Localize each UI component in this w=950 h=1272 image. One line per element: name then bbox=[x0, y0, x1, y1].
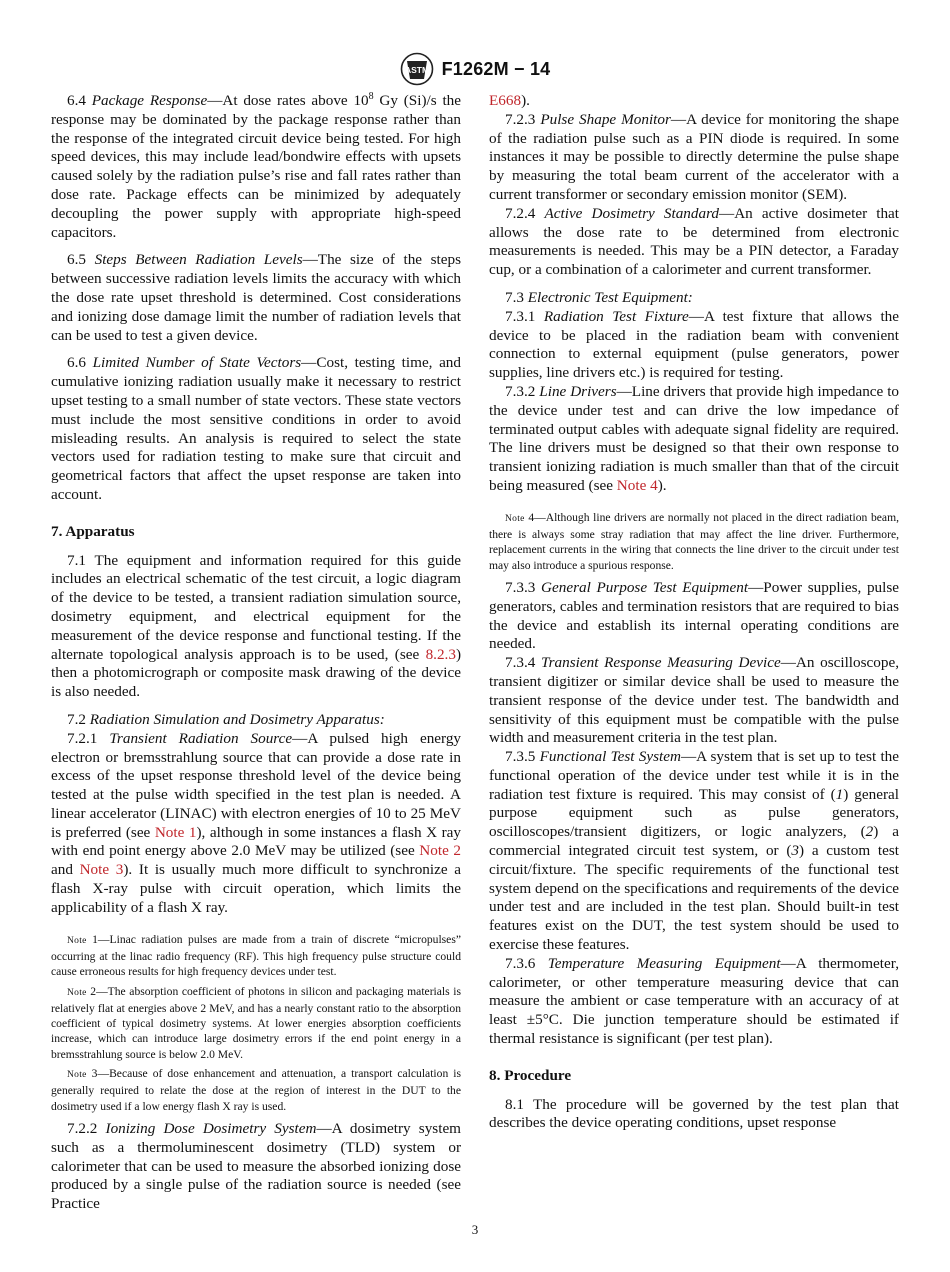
note-1-link[interactable]: Note 1 bbox=[154, 823, 197, 841]
section-7-2: 7.2 Radiation Simulation and Dosimetry Apparatus: bbox=[67, 710, 385, 728]
astm-logo-icon bbox=[400, 52, 434, 86]
section-7-3-3: 7.3.3 General Purpose Test Equipment—Power supplies, pulse generators, cables and termination resistors that are required to bias the device and establish its internal operating conditions are needed. bbox=[489, 578, 899, 653]
section-title: Pulse Shape Monitor bbox=[540, 110, 671, 128]
section-6-4: 6.4 Package Response—At dose rates above $10^8$ Gy (Si)/s the response may be dominated by the package response rather than the response of the integrated circuit device being tested. For high speed devices, this may include lead/bondwire effects with upsets caused solely by the radiation pulse’s rise and fall rates rather than dose rate. Package effects can be minimized by adequately decoupling the power supply with appropriate high-speed capacitors. bbox=[51, 91, 461, 241]
note-4-link[interactable]: Note 4 bbox=[616, 476, 658, 494]
section-title: Steps Between Radiation Levels bbox=[94, 251, 303, 269]
page-header bbox=[0, 52, 950, 86]
section-title: Package Response bbox=[91, 92, 208, 109]
section-7-3-1: 7.3.1 Radiation Test Fixture—A test fixture that allows the device to be placed in the radiation beam with convenient connection to external equipment (pulse generators, power supplies, line drivers etc.) is required for testing. bbox=[489, 307, 900, 382]
section-title: Radiation Test Fixture bbox=[543, 307, 689, 325]
section-title: Transient Radiation Source bbox=[109, 729, 293, 747]
left-column bbox=[51, 92, 461, 1214]
section-title: Functional Test System bbox=[539, 748, 681, 766]
section-title: Ionizing Dose Dosimetry System bbox=[105, 1119, 317, 1137]
section-7-2-2-continued: E668). bbox=[489, 92, 530, 109]
section-7-3-5: 7.3.5 Functional Test System—A system that is set up to test the functional operation of the device under test while it is in the radiation test fixture is required. This may consist of (1) general purpose equipment such as pulse generators, oscilloscopes/transient digitizers, or logic analyzers, (2) a commercial integrated circuit test system, or (3) a custom test circuit/fixture. The specific requirements of the functional test system depend on the specifications and requirements of the device under test and are included in the test plan. Should built-in test features exist on the DUT, the test system should be used to exercise these features. bbox=[489, 748, 899, 954]
section-title: Temperature Measuring Equipment bbox=[547, 954, 781, 972]
section-7-2-3: 7.2.3 Pulse Shape Monitor—A device for monitoring the shape of the radiation pulse such as a PIN diode is required. In some instances it may be possible to directly determine the pulse shape by measuring the total beam current of the accelerator with a current transformer or secondary emission monitor (SEM). bbox=[489, 110, 899, 203]
section-7-3-2: 7.3.2 Line Drivers—Line drivers that provide high impedance to the device under test and can drive the low impedance of terminated output cables with adequate signal fidelity are required. The line drivers must be designed so that their own response to transient ionizing radiation is much smaller than that of the circuit being measured (see Note 4). bbox=[489, 382, 900, 494]
section-7-1: 7.1 The equipment and information required for this guide includes an electrical schematic of the test circuit, a logic diagram of the device to be tested, a transient radiation simulation source, dosimetry equipment, and electrical equipment for the measurement of the device response and functional testing. If the alternate topological analysis approach is to be used, (see 8.2.3) then a photomicrograph or composite mask drawing of the device is also needed. bbox=[51, 551, 461, 701]
section-7-3-4: 7.3.4 Transient Response Measuring Device—An oscilloscope, transient digitizer or similar device shall be used to measure the transient response of the device under test. The bandwidth and sensitivity of this equipment must be compatible with the pulse width and measurement criteria in the test plan. bbox=[489, 654, 899, 747]
note-2: Note 2—The absorption coefficient of photons in silicon and packaging materials is relatively flat at energies above 2 MeV, and has a nearly constant ratio to the absorption coefficient of typical dosimetry systems. At lower energies absorption coefficients increase, which can introduce large dosimetry errors if the end point energy in a bremsstrahlung source is below 2.0 MeV. bbox=[51, 984, 461, 1061]
section-title: Active Dosimetry Standard bbox=[544, 204, 720, 222]
note-1: Note 1—Linac radiation pulses are made from a train of discrete “micropulses” occurring at the linac radio frequency (RF). This high frequency pulse structure could cause erroneous results for high frequency devices under test. bbox=[51, 932, 461, 979]
section-title: Line Drivers bbox=[539, 382, 617, 400]
section-8-1: 8.1 The procedure will be governed by the test plan that describes the device operating conditions, upset response bbox=[489, 1095, 899, 1132]
section-7-3-6: 7.3.6 Temperature Measuring Equipment—A thermometer, calorimeter, or other temperature measuring device that can measure the ambient or case temperature with an accuracy of at least ±5°C. Die junction temperature should be estimated if thermal resistance is significant (per test plan). bbox=[489, 954, 899, 1048]
note-3-link[interactable]: Note 3 bbox=[79, 861, 124, 879]
note-4: Note 4—Although line drivers are normally not placed in the direct radiation beam, there is always some stray radiation that may affect the line driver. Furthermore, replacement currents in the wiring that connects the line driver to the circuit under test may also introduce a spurious response. bbox=[489, 510, 899, 572]
section-7-heading: 7. Apparatus bbox=[51, 522, 135, 540]
section-title: Limited Number of State Vectors bbox=[92, 354, 302, 372]
svg-text:ASTM: ASTM bbox=[404, 65, 429, 75]
section-7-3: 7.3 Electronic Test Equipment: bbox=[505, 288, 693, 306]
section-6-5: 6.5 Steps Between Radiation Levels—The size of the steps between successive radiation levels limits the accuracy with which the dose rate upset threshold is determined. Cost considerations and ionizing dose damage limit the number of radiation levels that can be used to test a given device. bbox=[51, 251, 461, 344]
section-7-2-2: 7.2.2 Ionizing Dose Dosimetry System—A dosimetry system such as a thermoluminescent dosimetry (TLD) system or calorimeter that can be used to measure the absorbed ionizing dose produced by a single pulse of the radiation source is needed (see Practice bbox=[51, 1119, 461, 1213]
e668-link[interactable]: E668 bbox=[489, 92, 522, 109]
note-2-link[interactable]: Note 2 bbox=[419, 842, 461, 860]
page-number: 3 bbox=[471, 1222, 479, 1237]
section-title: Transient Response Measuring Device bbox=[541, 654, 781, 672]
ref-link[interactable]: 8.2.3 bbox=[425, 645, 456, 663]
section-7-2-1: 7.2.1 Transient Radiation Source—A pulsed high energy electron or bremsstrahlung source that can provide a dose rate in excess of the upset response threshold level of the device being tested at the pulse width specified in the test plan is needed. A linear accelerator (LINAC) with electron energies of 10 to 25 MeV is preferred (see Note 1), although in some instances a flash X ray with end point energy above 2.0 MeV may be utilized (see Note 2 and Note 3). It is usually much more difficult to synchronize a flash X-ray pulse with circuit operation, which limits the applicability of a flash X ray. bbox=[51, 729, 462, 916]
note-3: Note 3—Because of dose enhancement and attenuation, a transport calculation is generally required to relate the dose at the region of interest in the DUT to the dosimetry used if a low energy flash X ray is used. bbox=[51, 1067, 461, 1113]
section-7-2-4: 7.2.4 Active Dosimetry Standard—An active dosimeter that allows the dose rate to be determined from electronic measurements is needed. This may be a PIN detector, a Faraday cup, or a combination of a calorimeter and current transformer. bbox=[489, 204, 900, 279]
section-8-heading: 8. Procedure bbox=[489, 1066, 572, 1084]
right-column bbox=[489, 92, 899, 1133]
section-6-6: 6.6 Limited Number of State Vectors—Cost, testing time, and cumulative ionizing radiation usually make it necessary to restrict upset testing to a small number of state vectors. These state vectors must include the most sensitive conditions in order to avoid misleading results. An analysis is required to select the state vectors used for radiation testing to make sure that circuit and geometrical factors that affect the upset response are taken into account. bbox=[51, 354, 461, 503]
document-id: F1262M − 14 bbox=[441, 58, 551, 79]
section-title: General Purpose Test Equipment bbox=[541, 578, 749, 596]
